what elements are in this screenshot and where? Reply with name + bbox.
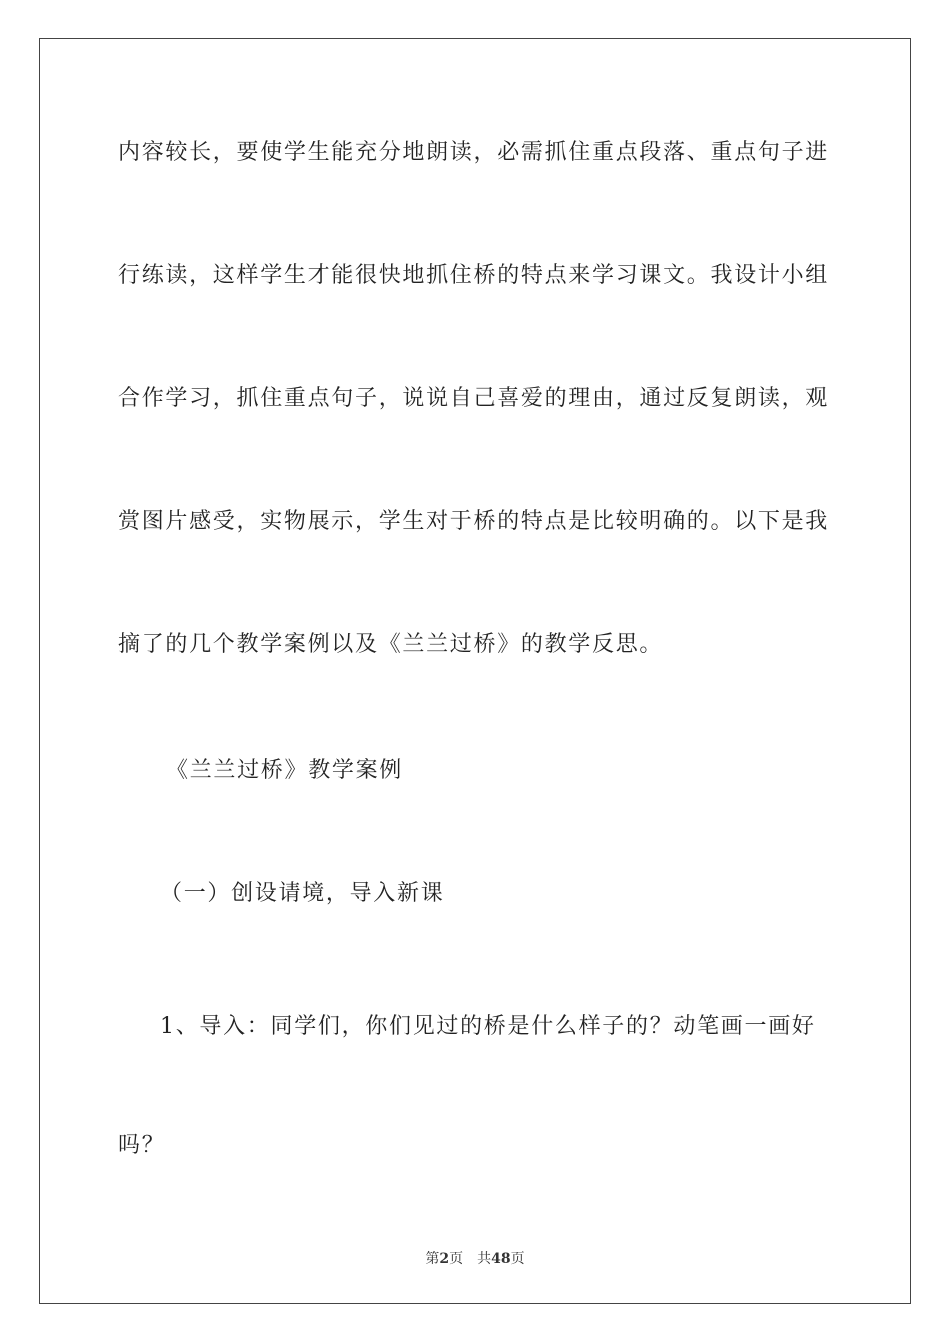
item-1-line-1: 1、导入：同学们，你们见过的桥是什么样子的？动笔画一画好: [160, 1014, 816, 1039]
page-footer: [0, 1248, 950, 1268]
footer-prefix: 第: [425, 1251, 440, 1267]
footer-page-number: 2: [439, 1251, 450, 1267]
subsection-title: （一）创设请境，导入新课: [160, 881, 445, 906]
footer-total-pages: 48: [491, 1251, 511, 1267]
paragraph-line-3: 合作学习，抓住重点句子，说说自己喜爱的理由，通过反复朗读，观: [118, 386, 830, 411]
item-1-line-2: 吗？: [118, 1133, 166, 1158]
paragraph-line-5: 摘了的几个教学案例以及《兰兰过桥》的教学反思。: [118, 632, 664, 657]
paragraph-line-1: 内容较长，要使学生能充分地朗读，必需抓住重点段落、重点句子进: [118, 140, 830, 165]
section-title: 《兰兰过桥》教学案例: [166, 758, 404, 783]
page-border: [39, 38, 911, 1304]
footer-total-prefix: 共: [477, 1251, 492, 1267]
footer-page-suffix: 页: [449, 1251, 464, 1267]
paragraph-line-4: 赏图片感受，实物展示，学生对于桥的特点是比较明确的。以下是我: [118, 509, 830, 534]
footer-total-suffix: 页: [510, 1251, 525, 1267]
paragraph-line-2: 行练读，这样学生才能很快地抓住桥的特点来学习课文。我设计小组: [118, 263, 830, 288]
